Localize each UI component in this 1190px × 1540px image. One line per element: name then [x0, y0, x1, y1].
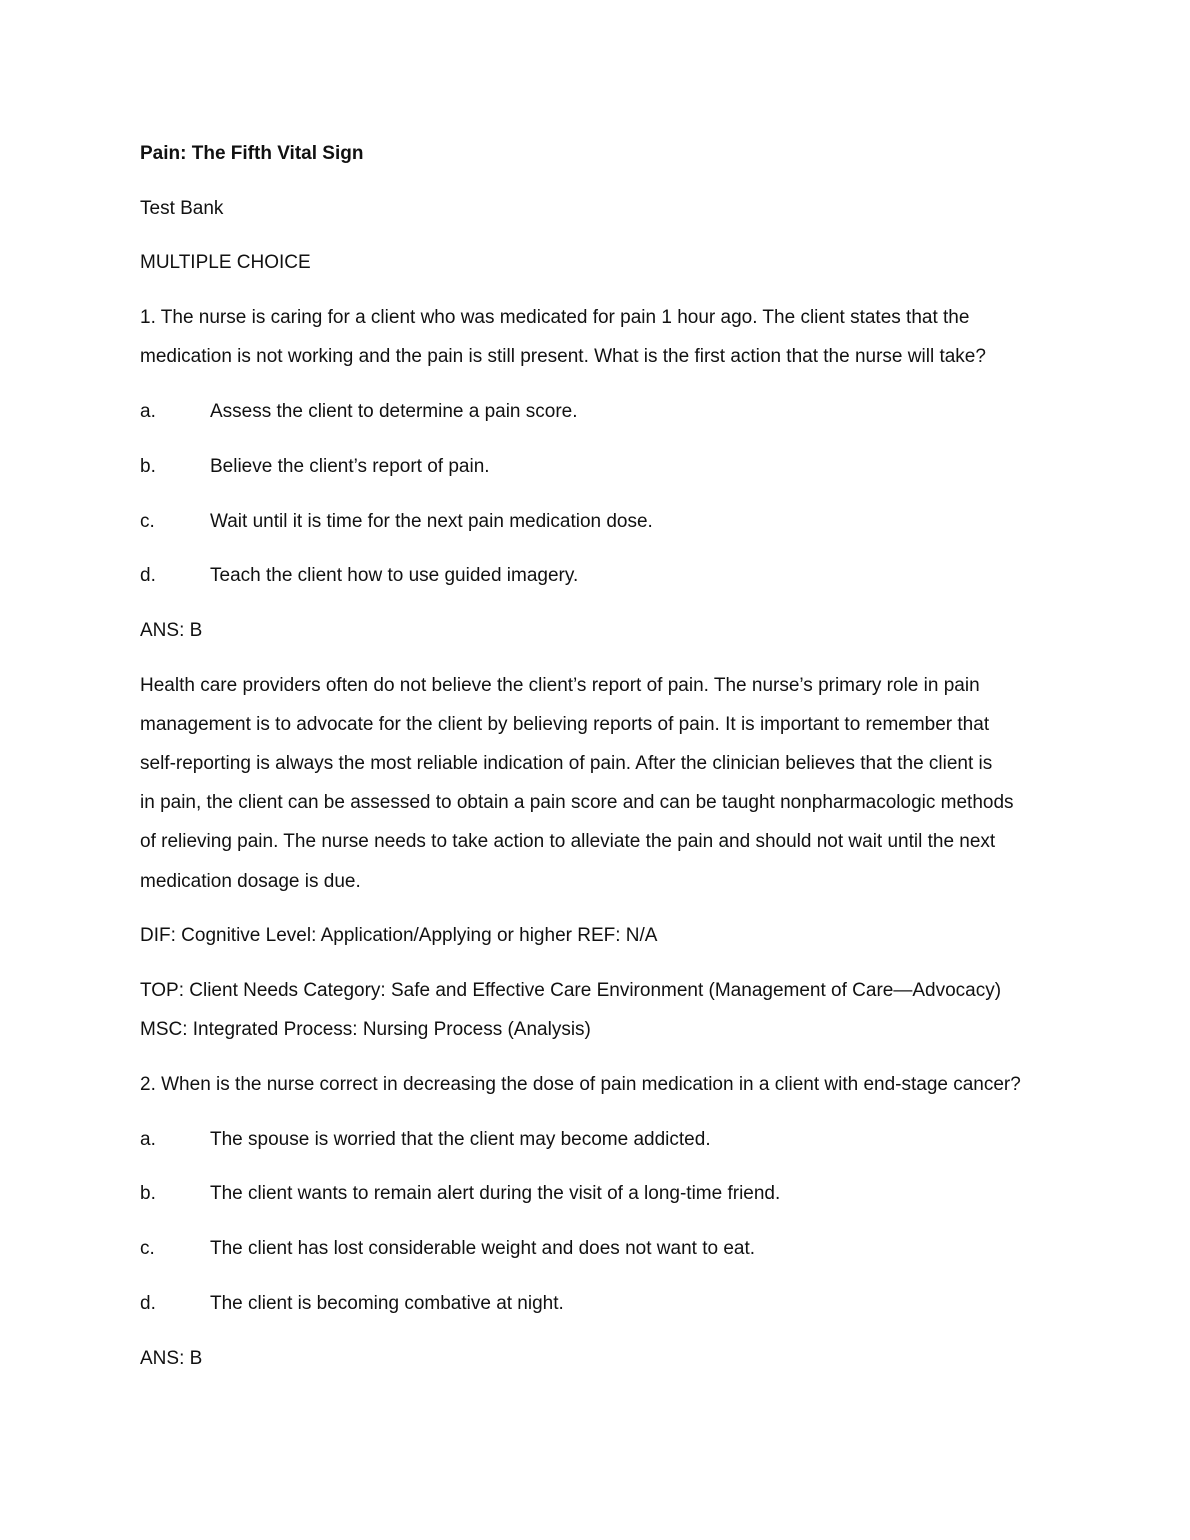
q1-stem-line-2: medication is not working and the pain is still present. What is the first action that the nurse will take? [140, 346, 986, 367]
q2-option-d-text: The client is becoming combative at night. [210, 1293, 564, 1314]
q1-option-c-text: Wait until it is time for the next pain medication dose. [210, 511, 653, 532]
q2-option-b-text: The client wants to remain alert during the visit of a long-time friend. [210, 1183, 781, 1204]
q1-rationale-line-1: Health care providers often do not believe the client’s report of pain. The nurse’s primary role in pain [140, 675, 980, 696]
q1-option-b-letter: b. [140, 456, 156, 477]
section-heading: MULTIPLE CHOICE [140, 252, 311, 273]
q2-option-a-letter: a. [140, 1129, 156, 1150]
q2-option-a-text: The spouse is worried that the client may become addicted. [210, 1129, 711, 1150]
document-title: Pain: The Fifth Vital Sign [140, 143, 364, 164]
q1-msc: MSC: Integrated Process: Nursing Process (Analysis) [140, 1019, 591, 1040]
q2-option-b-letter: b. [140, 1183, 156, 1204]
q2-stem: 2. When is the nurse correct in decreasing the dose of pain medication in a client with end-stage cancer? [140, 1074, 1021, 1095]
q1-dif: DIF: Cognitive Level: Application/Applying or higher REF: N/A [140, 925, 658, 946]
q1-option-d-letter: d. [140, 565, 156, 586]
q1-answer: ANS: B [140, 620, 203, 641]
q1-option-b-text: Believe the client’s report of pain. [210, 456, 490, 477]
q1-rationale-line-2: management is to advocate for the client by believing reports of pain. It is important to remember that [140, 714, 990, 735]
q1-rationale-line-4: in pain, the client can be assessed to obtain a pain score and can be taught nonpharmacologic methods [140, 792, 1014, 813]
q1-option-a-letter: a. [140, 401, 156, 422]
q2-option-d-letter: d. [140, 1293, 156, 1314]
q1-option-d-text: Teach the client how to use guided imagery. [210, 565, 579, 586]
q2-answer: ANS: B [140, 1348, 203, 1369]
q1-top: TOP: Client Needs Category: Safe and Effective Care Environment (Management of Care—Advocacy) [140, 980, 1002, 1001]
q1-rationale-line-6: medication dosage is due. [140, 871, 361, 892]
q1-option-c-letter: c. [140, 511, 155, 532]
q1-stem-line-1: 1. The nurse is caring for a client who was medicated for pain 1 hour ago. The client states that the [140, 307, 970, 328]
q2-option-c-text: The client has lost considerable weight and does not want to eat. [210, 1238, 756, 1259]
q2-option-c-letter: c. [140, 1238, 155, 1259]
document-subtitle: Test Bank [140, 198, 224, 219]
q1-option-a-text: Assess the client to determine a pain score. [210, 401, 578, 422]
q1-rationale-line-3: self-reporting is always the most reliable indication of pain. After the clinician believes that the client is [140, 753, 993, 774]
q1-rationale-line-5: of relieving pain. The nurse needs to take action to alleviate the pain and should not wait until the next [140, 831, 996, 852]
